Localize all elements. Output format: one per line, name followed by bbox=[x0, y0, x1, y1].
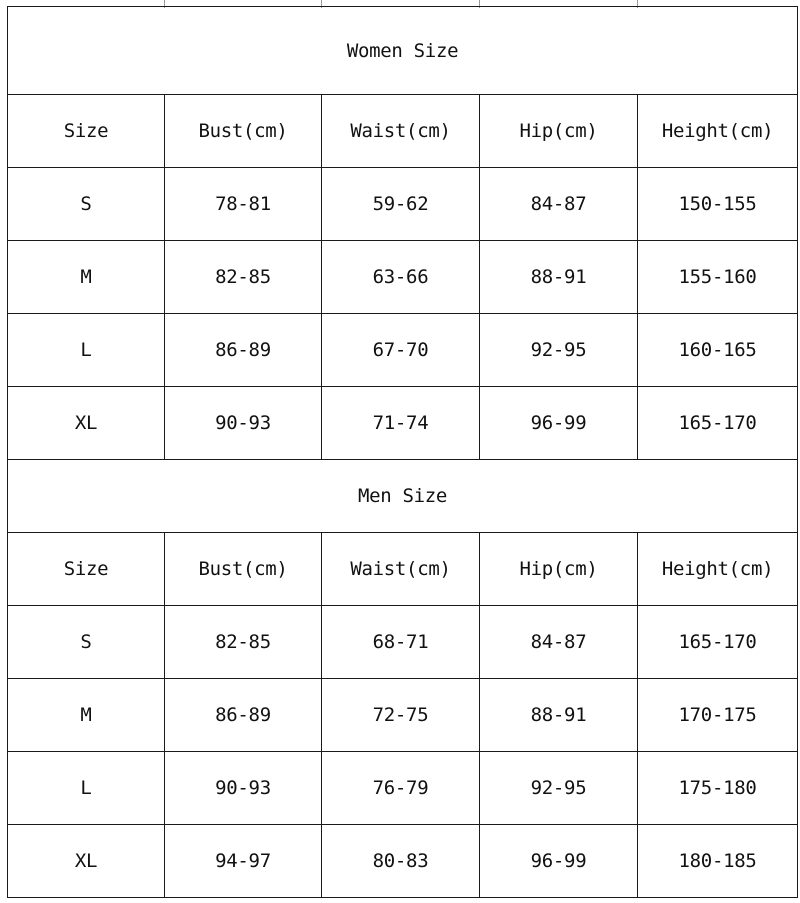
size-cell: M bbox=[8, 241, 165, 314]
size-cell: L bbox=[8, 314, 165, 387]
waist-cell: 76-79 bbox=[322, 752, 480, 825]
column-header-hip: Hip(cm) bbox=[480, 95, 638, 168]
hip-cell: 92-95 bbox=[480, 752, 638, 825]
size-cell: S bbox=[8, 168, 165, 241]
table-row bbox=[8, 241, 798, 314]
height-cell: 175-180 bbox=[638, 752, 798, 825]
column-header-bust: Bust(cm) bbox=[165, 95, 322, 168]
column-header-size: Size bbox=[8, 95, 165, 168]
height-cell: 160-165 bbox=[638, 314, 798, 387]
height-cell: 165-170 bbox=[638, 606, 798, 679]
men-section-title: Men Size bbox=[8, 460, 798, 533]
hip-cell: 92-95 bbox=[480, 314, 638, 387]
size-cell: S bbox=[8, 606, 165, 679]
bust-cell: 90-93 bbox=[165, 387, 322, 460]
column-header-waist: Waist(cm) bbox=[322, 533, 480, 606]
waist-cell: 68-71 bbox=[322, 606, 480, 679]
table-row bbox=[8, 606, 798, 679]
women-title-row bbox=[8, 7, 798, 95]
men-header-row bbox=[8, 533, 798, 606]
women-header-row bbox=[8, 95, 798, 168]
men-title-row bbox=[8, 460, 798, 533]
hip-cell: 88-91 bbox=[480, 679, 638, 752]
column-header-hip: Hip(cm) bbox=[480, 533, 638, 606]
size-cell: M bbox=[8, 679, 165, 752]
table-row bbox=[8, 314, 798, 387]
column-header-bust: Bust(cm) bbox=[165, 533, 322, 606]
size-cell: XL bbox=[8, 387, 165, 460]
bust-cell: 90-93 bbox=[165, 752, 322, 825]
table-row bbox=[8, 387, 798, 460]
bust-cell: 82-85 bbox=[165, 606, 322, 679]
bust-cell: 82-85 bbox=[165, 241, 322, 314]
height-cell: 180-185 bbox=[638, 825, 798, 898]
size-cell: L bbox=[8, 752, 165, 825]
height-cell: 155-160 bbox=[638, 241, 798, 314]
hip-cell: 96-99 bbox=[480, 387, 638, 460]
column-header-size: Size bbox=[8, 533, 165, 606]
bust-cell: 94-97 bbox=[165, 825, 322, 898]
column-header-height: Height(cm) bbox=[638, 533, 798, 606]
waist-cell: 80-83 bbox=[322, 825, 480, 898]
hip-cell: 84-87 bbox=[480, 168, 638, 241]
hip-cell: 84-87 bbox=[480, 606, 638, 679]
waist-cell: 67-70 bbox=[322, 314, 480, 387]
table-row bbox=[8, 679, 798, 752]
column-header-height: Height(cm) bbox=[638, 95, 798, 168]
column-header-waist: Waist(cm) bbox=[322, 95, 480, 168]
hip-cell: 96-99 bbox=[480, 825, 638, 898]
waist-cell: 59-62 bbox=[322, 168, 480, 241]
hip-cell: 88-91 bbox=[480, 241, 638, 314]
bust-cell: 78-81 bbox=[165, 168, 322, 241]
height-cell: 170-175 bbox=[638, 679, 798, 752]
table-row bbox=[8, 825, 798, 898]
bust-cell: 86-89 bbox=[165, 679, 322, 752]
size-cell: XL bbox=[8, 825, 165, 898]
waist-cell: 63-66 bbox=[322, 241, 480, 314]
table-row bbox=[8, 168, 798, 241]
waist-cell: 71-74 bbox=[322, 387, 480, 460]
waist-cell: 72-75 bbox=[322, 679, 480, 752]
table-row bbox=[8, 752, 798, 825]
women-section-title: Women Size bbox=[8, 7, 798, 95]
height-cell: 150-155 bbox=[638, 168, 798, 241]
size-chart-table bbox=[7, 6, 798, 898]
bust-cell: 86-89 bbox=[165, 314, 322, 387]
height-cell: 165-170 bbox=[638, 387, 798, 460]
